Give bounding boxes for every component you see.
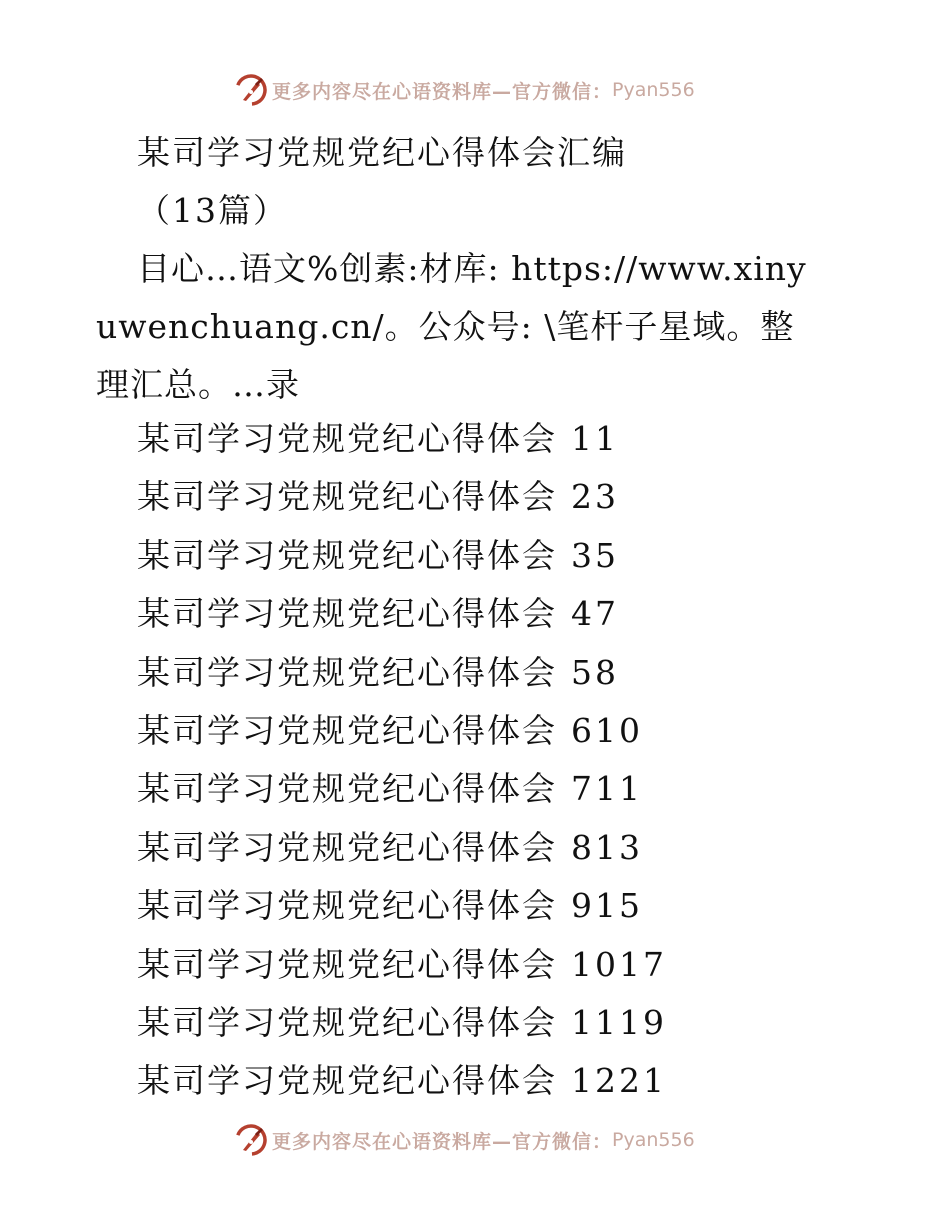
toc-item [137,410,667,468]
toc-page-number: 11 [571,419,619,458]
document-intro: 目心…语文%创素:材库: https://www.xinyuwenchuang.cn/。公众号: \笔杆子星域。整理汇总。…录 [96,249,807,404]
banner-main-text: 更多内容尽在心语资料库—官方微信： [272,1130,613,1153]
toc-label: 某司学习党规党纪心得体会 [137,419,557,458]
toc-page-number: 813 [571,827,643,867]
toc-label: 某司学习党规党纪心得体会 [137,827,557,867]
quill-pen-logo-icon [234,1123,268,1157]
footer-banner [234,1122,695,1158]
toc-item [137,585,667,643]
toc-page-number: 711 [571,769,643,809]
toc-item [137,1052,667,1110]
toc-item [137,527,667,585]
toc-label: 某司学习党规党纪心得体会 [137,710,557,750]
toc-page-number: 58 [571,652,619,692]
toc-item [137,644,667,702]
toc-page-number: 35 [571,535,619,575]
banner-contact: Pyan556 [612,1129,695,1151]
toc-item [137,994,667,1052]
toc-item [137,760,667,818]
toc-label: 某司学习党规党纪心得体会 [137,652,557,692]
banner-main-text: 更多内容尽在心语资料库—官方微信： [272,80,613,103]
toc-item [137,468,667,526]
toc-page-number: 1017 [571,944,667,984]
table-of-contents [137,410,667,1111]
toc-item [137,936,667,994]
toc-page-number: 1119 [571,1002,667,1042]
toc-label: 某司学习党规党纪心得体会 [137,477,557,517]
toc-page-number: 610 [571,710,643,750]
header-banner [234,72,695,108]
toc-page-number: 915 [571,886,643,926]
toc-item [137,702,667,760]
toc-page-number: 1221 [571,1061,667,1101]
toc-page-number: 47 [571,594,619,634]
quill-pen-logo-icon [234,73,268,107]
toc-label: 某司学习党规党纪心得体会 [137,886,557,926]
toc-label: 某司学习党规党纪心得体会 [137,535,557,575]
banner-contact: Pyan556 [612,79,695,101]
toc-label: 某司学习党规党纪心得体会 [137,594,557,634]
toc-item [137,877,667,935]
toc-item [137,819,667,877]
toc-label: 某司学习党规党纪心得体会 [137,769,557,809]
toc-label: 某司学习党规党纪心得体会 [137,1002,557,1042]
document-title: 某司学习党规党纪心得体会汇编（13篇） [137,133,627,230]
toc-label: 某司学习党规党纪心得体会 [137,1061,557,1101]
toc-label: 某司学习党规党纪心得体会 [137,944,557,984]
toc-page-number: 23 [571,477,619,517]
